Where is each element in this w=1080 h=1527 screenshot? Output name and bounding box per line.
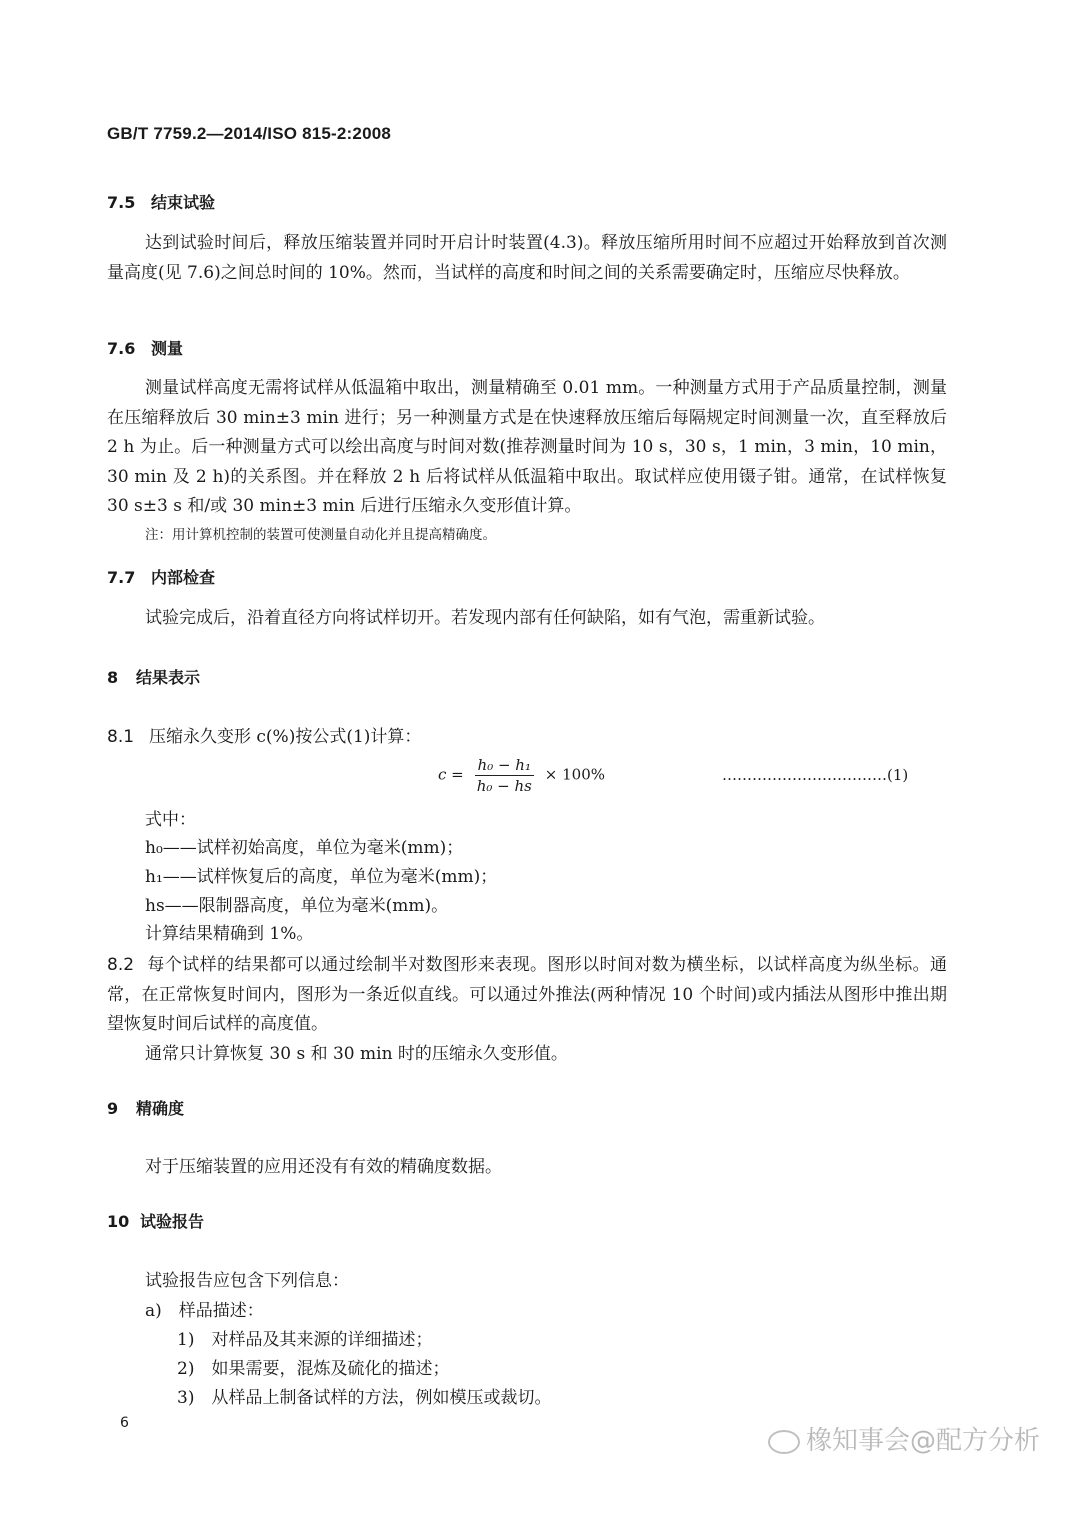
section-number: 7.5 (107, 193, 136, 212)
note: 注：用计算机控制的装置可使测量自动化并且提高精确度。 (145, 527, 496, 543)
section-7-7-paragraph: 试验完成后，沿着直径方向将试样切开。若发现内部有任何缺陷，如有气泡，需重新试验。 (145, 608, 825, 628)
report-intro: 试验报告应包含下列信息： (145, 1271, 349, 1291)
section-title: 结果表示 (136, 668, 201, 687)
section-title: 精确度 (136, 1099, 185, 1118)
section-8-2-paragraph (107, 951, 947, 1040)
formula-lhs: c = (438, 765, 464, 784)
section-number: 7.7 (107, 568, 136, 587)
section-number: 9 (107, 1099, 119, 1118)
section-title: 结束试验 (151, 193, 216, 212)
fraction-numerator: h₀ − h₁ (475, 756, 534, 776)
where-label: 式中： (145, 810, 196, 830)
section-number: 10 (107, 1212, 130, 1231)
section-title: 内部检查 (151, 568, 216, 587)
section-8-2-paragraph-2: 通常只计算恢复 30 s 和 30 min 时的压缩永久变形值。 (145, 1044, 568, 1064)
report-item-a: a) 样品描述： (145, 1301, 264, 1321)
formula-1 (438, 756, 605, 795)
section-7-5-paragraph: 达到试验时间后，释放压缩装置并同时开启计时装置(4.3)。释放压缩所用时间不应超过开始释放到首次测量高度(见 7.6)之间总时间的 10%。然而，当试样的高度和时间之间的关系需要确定时，压缩应尽快释放。 (107, 233, 947, 283)
standard-header: GB/T 7759.2—2014/ISO 815-2:2008 (107, 124, 392, 143)
definition-hs: hs——限制器高度，单位为毫米(mm)。 (145, 896, 449, 916)
definition-h1: h₁——试样恢复后的高度，单位为毫米(mm)； (145, 867, 498, 887)
report-subitem-2: 2) 如果需要，混炼及硫化的描述； (177, 1359, 450, 1379)
section-9-paragraph: 对于压缩装置的应用还没有有效的精确度数据。 (145, 1157, 502, 1177)
formula-rhs: × 100% (544, 765, 605, 784)
section-7-6-heading (107, 336, 183, 359)
equation-number: ……………………………(1) (722, 766, 909, 784)
precision-statement: 计算结果精确到 1%。 (145, 924, 314, 944)
section-10-heading (107, 1209, 204, 1232)
paragraph-text: 每个试样的结果都可以通过绘制半对数图形来表现。图形以时间对数为横坐标，以试样高度为纵坐标。通常，在正常恢复时间内，图形为一条近似直线。可以通过外推法(两种情况 10 个时间)或内插法从图形中推出期望恢复时间后试样的高度值。 (107, 955, 947, 1034)
section-number: 8.2 (107, 955, 135, 975)
watermark-text: 橡知事会@配方分析 (806, 1426, 1041, 1456)
fraction-denominator: h₀ − hs (476, 777, 532, 795)
section-number: 7.6 (107, 339, 136, 358)
report-subitem-1: 1) 对样品及其来源的详细描述； (177, 1330, 433, 1350)
section-title: 试验报告 (140, 1212, 205, 1231)
watermark (768, 1420, 1040, 1457)
definition-h0: h₀——试样初始高度，单位为毫米(mm)； (145, 838, 464, 858)
page-number: 6 (120, 1415, 129, 1431)
intro-text: 压缩永久变形 c(%)按公式(1)计算： (149, 727, 422, 747)
section-8-1-intro (107, 722, 421, 747)
section-7-5-heading (107, 190, 215, 213)
section-title: 测量 (151, 339, 184, 358)
section-7-6-paragraph: 测量试样高度无需将试样从低温箱中取出，测量精确至 0.01 mm。一种测量方式用于产品质量控制，测量在压缩释放后 30 min±3 min 进行；另一种测量方式是在快速释放压缩后每隔规定时间测量一次，直至释放后 2 h 为止。后一种测量方式可以绘出高度与时间对数(推荐测量时间为 10 s，30 s，1 min，3 min，10 min，30 min 及 2 h)的关系图。并在释放 2 h 后将试样从低温箱中取出。取试样应使用镊子钳。通常，在试样恢复 30 s±3 s 和/或 30 min±3 min 后进行压缩永久变形值计算。 (107, 378, 947, 516)
wechat-icon (768, 1430, 800, 1454)
fraction (475, 756, 534, 795)
section-9-heading (107, 1096, 184, 1119)
section-number: 8 (107, 668, 119, 687)
section-number: 8.1 (107, 727, 135, 747)
section-8-heading (107, 665, 200, 688)
section-7-7-heading (107, 565, 215, 588)
report-subitem-3: 3) 从样品上制备试样的方法，例如模压或裁切。 (177, 1388, 552, 1408)
